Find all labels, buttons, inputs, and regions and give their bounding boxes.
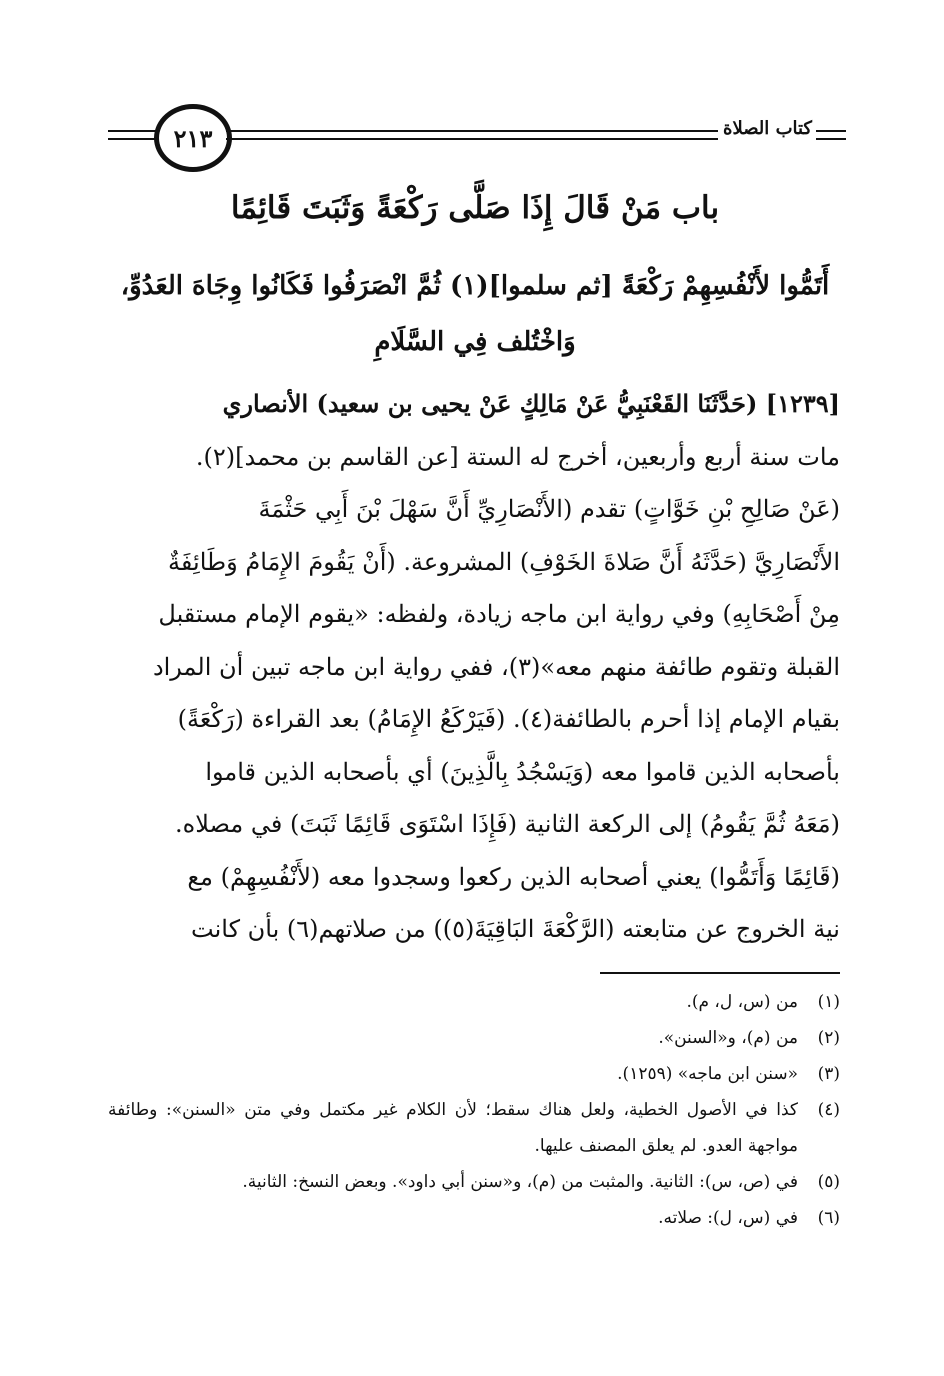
body-line: (عَنْ صَالِحِ بْنِ خَوَّاتٍ) تقدم (الأَنْصَارِيِّ أَنَّ سَهْلَ بْنَ أَبِي حَثْمَةَ <box>258 495 840 523</box>
chapter-title: باب مَنْ قَالَ إِذَا صَلَّى رَكْعَةً وَثَبَتَ قَائِمًا <box>230 190 720 226</box>
commentary-body <box>110 378 840 956</box>
footnote-text: من (م)، و«السنن». <box>658 1028 798 1048</box>
body-line: [١٢٣٩] (حَدَّثَنَا القَعْنَبِيُّ عَنْ مَالِكٍ عَنْ يحيى بن سعيد) الأنصاري <box>222 389 840 418</box>
body-line: (مَعَهُ ثُمَّ يَقُومُ) إلى الركعة الثانية (فَإِذَا اسْتَوَى قَائِمًا ثَبَتَ) في مصلاه. <box>175 810 840 838</box>
footnote-number: (٦) <box>817 1208 840 1228</box>
footnote-number: (٤) <box>817 1100 840 1120</box>
footnote <box>108 1200 840 1236</box>
page-number: ٢١٣ <box>173 123 213 153</box>
page-header <box>108 104 846 166</box>
body-line: بأصحابه الذين قاموا معه (وَيَسْجُدُ بِالَّذِينَ) أي بأصحابه الذين قاموا <box>205 757 840 786</box>
footnote-text: في (س، ل): صلاته. <box>658 1208 798 1228</box>
footnote-number: (٥) <box>817 1172 840 1192</box>
footnote-number: (٢) <box>817 1028 840 1048</box>
footnote-text: في (ص، س): الثانية. والمثبت من (م)، و«سنن أبي داود». وبعض النسخ: الثانية. <box>242 1172 798 1192</box>
footnote-separator <box>600 972 840 974</box>
body-line: مات سنة أربع وأربعين، أخرج له الستة [عن القاسم بن محمد](٢). <box>195 442 840 471</box>
footnote-number: (٣) <box>817 1064 840 1084</box>
body-line: الأَنْصَارِيَّ (حَدَّثَهُ أَنَّ صَلاةَ الخَوْفِ) المشروعة. (أَنْ يَقُومَ الإِمَامُ وَطَائِفَةٌ <box>168 547 840 576</box>
header-rule-left <box>108 130 160 140</box>
footnote <box>108 1092 840 1164</box>
footnote-text: «سنن ابن ماجه» (١٢٥٩). <box>617 1064 798 1084</box>
body-line: نية الخروج عن متابعته (الرَّكْعَةَ البَاقِيَةَ(٥)) من صلاتهم(٦) بأن كانت <box>191 915 840 943</box>
header-rule-right <box>816 130 846 140</box>
footnote <box>108 1056 840 1092</box>
subtitle-line: أَتَمُّوا لأَنْفُسِهِمْ رَكْعَةً [ثم سلموا](١) ثُمَّ انْصَرَفُوا فَكَانُوا وِجَاهَ العَدُوِّ، <box>120 271 830 301</box>
chapter-subtitle <box>110 258 840 370</box>
footnote <box>108 1164 840 1200</box>
footnote-text: كذا في الأصول الخطية، ولعل هناك سقط؛ لأن الكلام غير مكتمل وفي متن «السنن»: وطائفة مواجهة العدو. لم يعلق المصنف عليها. <box>108 1100 798 1156</box>
header-rule-middle <box>226 130 718 140</box>
footnote-text: من (س، ل، م). <box>686 992 798 1012</box>
body-line: مِنْ أَصْحَابِهِ) وفي رواية ابن ماجه زيادة، ولفظه: «يقوم الإمام مستقبل <box>158 600 840 628</box>
footnote <box>108 1020 840 1056</box>
subtitle-line: وَاخْتُلف فِي السَّلَامِ <box>374 327 576 357</box>
body-line: القبلة وتقوم طائفة منهم معه»(٣)، ففي رواية ابن ماجه تبين أن المراد <box>152 652 840 681</box>
body-line: بقيام الإمام إذا أحرم بالطائفة(٤). (فَيَرْكَعُ الإِمَامُ) بعد القراءة (رَكْعَةً) <box>177 705 840 733</box>
running-title: كتاب الصلاة <box>723 118 812 139</box>
footnotes <box>108 984 840 1236</box>
footnote <box>108 984 840 1020</box>
page-number-badge <box>154 104 232 172</box>
body-line: (قَائِمًا وَأَتَمُّوا) يعني أصحابه الذين ركعوا وسجدوا معه (لأَنْفُسِهِمْ) مع <box>187 862 840 891</box>
footnote-number: (١) <box>817 992 840 1012</box>
